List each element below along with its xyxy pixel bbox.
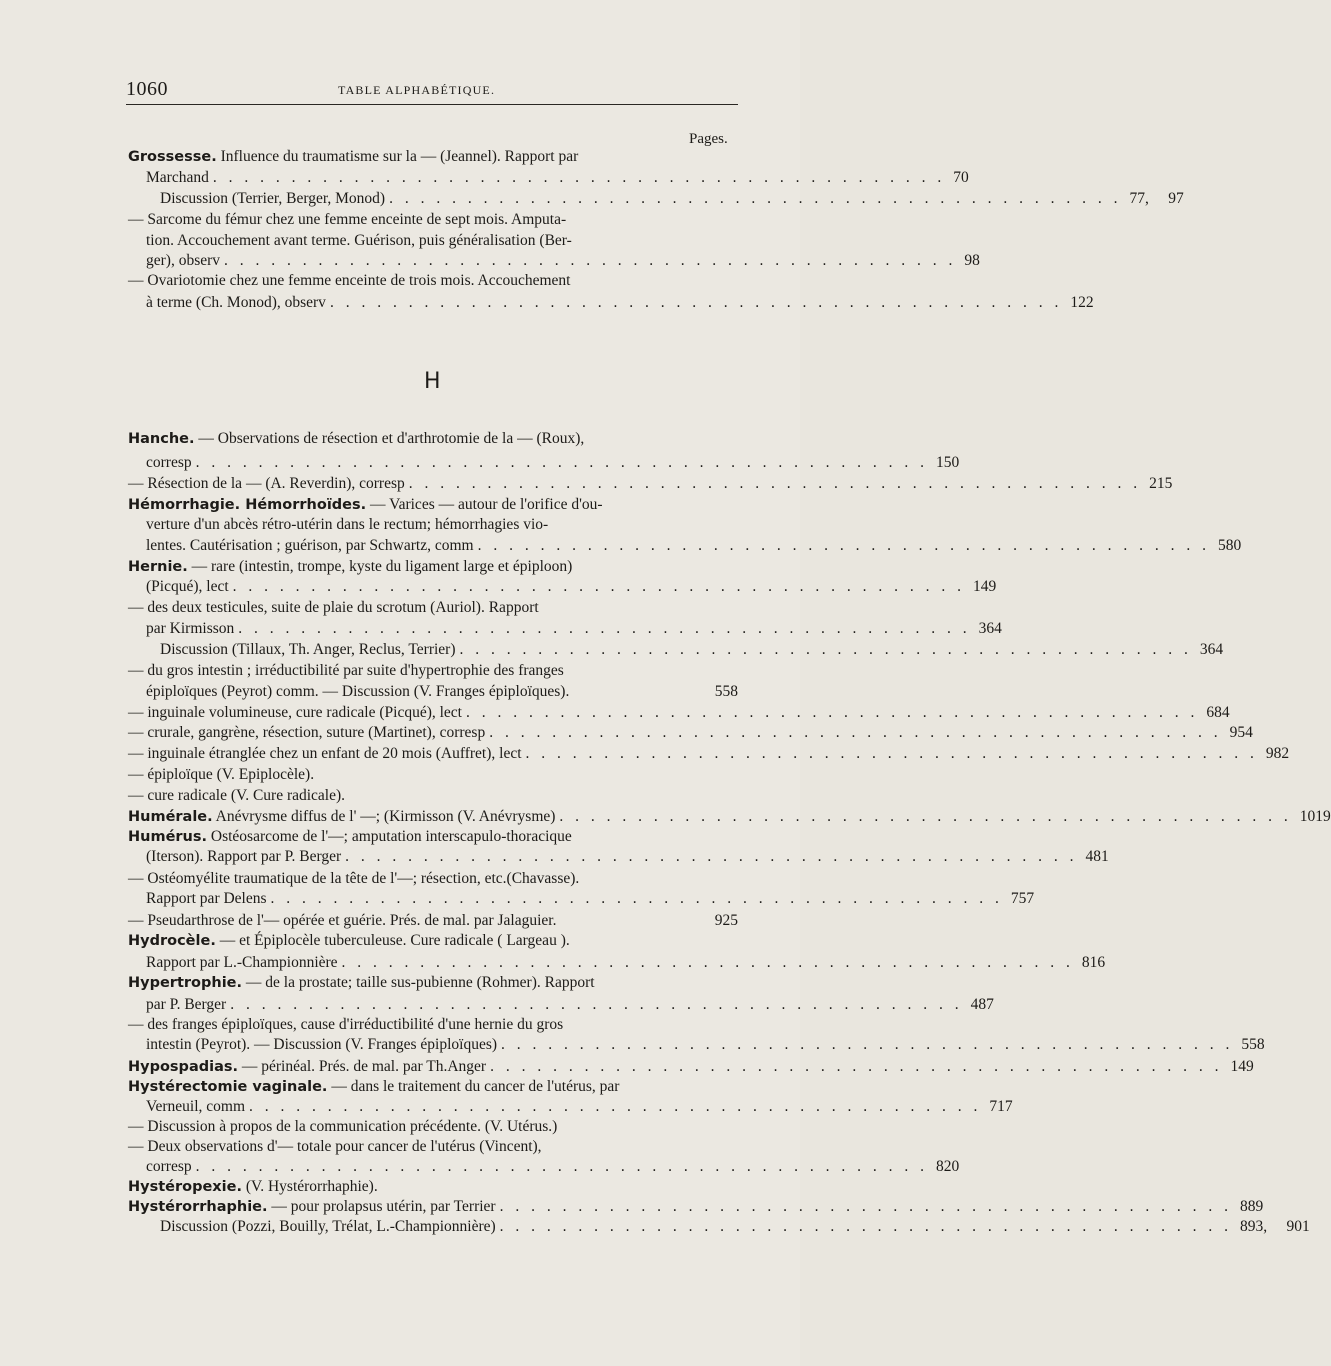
leader-dots: . . . . . . . . . . . . . . . . . . . . . . . . . . . . . . . . . . . . . . . . . . . . . . .	[499, 1198, 1232, 1215]
entry-text	[128, 722, 485, 744]
entry-text	[128, 428, 584, 450]
entry-text	[128, 1136, 542, 1158]
page-reference: 364	[1199, 641, 1224, 658]
page-number: 1060	[126, 78, 168, 100]
index-line	[128, 556, 738, 578]
page-reference	[734, 209, 738, 231]
index-line	[128, 930, 738, 952]
page-reference	[734, 494, 738, 516]
leader-dots: . . . . . . . . . . . . . . . . . . . . . . . . . . . . . . . . . . . . . . . . . . . . . . .	[501, 1036, 1234, 1053]
entry-text	[128, 597, 539, 619]
entry-description: ger), observ	[146, 252, 221, 269]
page-reference: 757	[1010, 890, 1035, 907]
leader-dots: . . . . . . . . . . . . . . . . . . . . . . . . . . . . . . . . . . . . . . . . . . . . . . .	[525, 745, 1258, 762]
entry-description: — Varices — autour de l'orifice d'ou-	[366, 496, 603, 513]
entry-text	[146, 681, 569, 703]
index-line	[128, 473, 1173, 495]
entry-text	[128, 556, 572, 578]
entry-text	[146, 952, 338, 974]
entry-text	[128, 146, 578, 168]
leader-dots: . . . . . . . . . . . . . . . . . . . . . . . . . . . . . . . . . . . . . . . . . . . . . . .	[459, 641, 1192, 658]
leader-dots	[578, 146, 734, 168]
entry-description: — des franges épiploïques, cause d'irréductibilité d'une hernie du gros	[128, 1016, 564, 1033]
leader-dots	[572, 556, 734, 578]
leader-dots: . . . . . . . . . . . . . . . . . . . . . . . . . . . . . . . . . . . . . . . . . . . . . . .	[329, 294, 1063, 311]
entry-description: lentes. Cautérisation ; guérison, par Schwartz, comm	[146, 537, 474, 554]
entry-description: corresp	[146, 1158, 192, 1175]
entry-description: (Iterson). Rapport par P. Berger	[146, 848, 342, 865]
page-reference	[734, 514, 738, 536]
page-reference: 98	[964, 252, 980, 269]
entry-description: Influence du traumatisme sur la — (Jeannel). Rapport par	[216, 148, 579, 165]
entry-text	[146, 576, 229, 598]
page-reference: 982	[1265, 745, 1290, 762]
entry-text	[128, 209, 566, 231]
leader-dots	[570, 270, 734, 292]
leader-dots	[314, 764, 734, 786]
entry-headword: Hystérectomie vaginale.	[128, 1079, 328, 1095]
entry-text	[128, 702, 462, 724]
leader-dots: . . . . . . . . . . . . . . . . . . . . . . . . . . . . . . . . . . . . . . . . . . . . . . .	[224, 252, 957, 269]
entry-text	[128, 1014, 563, 1036]
entry-text	[128, 868, 579, 890]
entry-headword: Humérus.	[128, 829, 208, 845]
index-line	[146, 250, 980, 272]
index-line	[128, 597, 738, 619]
index-line	[146, 452, 960, 474]
leader-dots: . . . . . . . . . . . . . . . . . . . . . . . . . . . . . . . . . . . . . . . . . . . . . . .	[238, 620, 971, 637]
leader-dots: . . . . . . . . . . . . . . . . . . . . . . . . . . . . . . . . . . . . . . . . . . . . . . .	[232, 578, 966, 595]
page-reference	[734, 826, 738, 848]
index-line	[146, 888, 1035, 910]
index-line	[160, 188, 1184, 210]
entry-text	[128, 910, 556, 932]
leader-dots	[542, 1136, 734, 1158]
entry-description: Anévrysme diffus de l' —; (Kirmisson (V. Anévrysme)	[212, 808, 556, 825]
entry-text	[128, 930, 570, 952]
page-reference	[734, 1176, 738, 1198]
index-line	[146, 618, 1002, 640]
entry-description: — Deux observations d'— totale pour cancer de l'utérus (Vincent),	[128, 1138, 542, 1155]
index-line	[146, 994, 994, 1016]
leader-dots	[579, 868, 734, 890]
index-line	[146, 167, 969, 189]
page-reference	[734, 1076, 738, 1098]
index-line	[146, 1156, 960, 1178]
entry-text	[146, 846, 341, 868]
entry-text	[146, 535, 474, 557]
page-reference	[734, 428, 738, 450]
leader-dots	[619, 1076, 734, 1098]
page-reference: 893, 901	[1240, 1218, 1310, 1235]
leader-dots: . . . . . . . . . . . . . . . . . . . . . . . . . . . . . . . . . . . . . . . . . . . . . . .	[408, 475, 1142, 492]
page-reference: 149	[1230, 1058, 1254, 1075]
page-reference	[734, 972, 738, 994]
entry-description: — pour prolapsus utérin, par Terrier	[267, 1198, 496, 1215]
leader-dots: . . . . . . . . . . . . . . . . . . . . . . . . . . . . . . . . . . . . . . . . . . . . . . .	[489, 724, 1222, 741]
page-reference: 820	[936, 1158, 960, 1175]
leader-dots	[345, 785, 734, 807]
entry-text	[160, 639, 456, 661]
entry-description: tion. Accouchement avant terme. Guérison, puis généralisation (Ber-	[146, 232, 572, 249]
index-line	[128, 1196, 1264, 1218]
entry-description: Ostéosarcome de l'—; amputation interscapulo-thoracique	[207, 828, 572, 845]
page-reference: 925	[714, 912, 738, 929]
index-line	[128, 743, 1290, 765]
entry-text	[128, 1176, 378, 1198]
entry-description: Rapport par L.-Championnière	[146, 954, 338, 971]
leader-dots	[548, 514, 734, 536]
index-line	[128, 428, 738, 450]
leader-dots	[584, 428, 734, 450]
page-reference: 481	[1085, 848, 1109, 865]
index-line	[128, 209, 738, 231]
page-reference	[734, 785, 738, 807]
index-line	[146, 681, 738, 703]
entry-headword: Hystérorrhaphie.	[128, 1199, 268, 1215]
page-reference: 215	[1149, 475, 1173, 492]
page-reference: 364	[978, 620, 1002, 637]
index-line	[146, 514, 738, 536]
entry-text	[146, 230, 572, 252]
entry-description: intestin (Peyrot). — Discussion (V. Franges épiploïques)	[146, 1036, 498, 1053]
entry-text	[128, 1056, 486, 1078]
index-line	[128, 764, 738, 786]
entry-text	[160, 1216, 496, 1238]
entry-text	[146, 292, 326, 314]
entry-headword: Hypospadias.	[128, 1059, 238, 1075]
entry-description: — Observations de résection et d'arthrotomie de la — (Roux),	[194, 430, 585, 447]
entry-description: Verneuil, comm	[146, 1098, 246, 1115]
entry-text	[146, 994, 226, 1016]
index-line	[128, 494, 738, 516]
entry-text	[146, 1156, 192, 1178]
entry-text	[128, 826, 572, 848]
index-line	[146, 1034, 1265, 1056]
index-line	[128, 910, 738, 932]
page-reference: 580	[1217, 537, 1242, 554]
index-line	[146, 230, 738, 252]
page-reference: 77, 97	[1129, 190, 1184, 207]
entry-description: à terme (Ch. Monod), observ	[146, 294, 326, 311]
page-reference	[734, 270, 738, 292]
entry-text	[146, 452, 192, 474]
leader-dots	[572, 826, 734, 848]
entry-headword: Hystéropexie.	[128, 1179, 242, 1195]
entry-description: — Pseudarthrose de l'— opérée et guérie. Prés. de mal. par Jalaguier.	[128, 912, 557, 929]
page-reference	[734, 230, 738, 252]
entry-headword: Hydrocèle.	[128, 933, 216, 949]
entry-description: par Kirmisson	[146, 620, 235, 637]
leader-dots	[595, 972, 734, 994]
page-reference: 954	[1229, 724, 1253, 741]
leader-dots: . . . . . . . . . . . . . . . . . . . . . . . . . . . . . . . . . . . . . . . . . . . . . . .	[230, 996, 963, 1013]
page-reference	[734, 764, 738, 786]
page-reference: 889	[1239, 1198, 1264, 1215]
index-line	[128, 868, 738, 890]
entry-text	[146, 514, 548, 536]
leader-dots	[570, 930, 734, 952]
index-line	[128, 826, 738, 848]
entry-text	[128, 972, 595, 994]
index-line	[128, 1056, 1254, 1078]
entry-description: — de la prostate; taille sus-pubienne (Rohmer). Rapport	[242, 974, 595, 991]
index-line	[128, 1014, 738, 1036]
entry-description: Discussion (Tillaux, Th. Anger, Reclus, Terrier)	[160, 641, 456, 658]
page-reference	[734, 1116, 738, 1138]
entry-description: — et Épiplocèle tuberculeuse. Cure radicale ( Largeau ).	[215, 932, 570, 949]
entry-description: — Ostéomyélite traumatique de la tête de l'—; résection, etc.(Chavasse).	[128, 870, 580, 887]
entry-description: épiploïques (Peyrot) comm. — Discussion (V. Franges épiploïques).	[146, 683, 570, 700]
entry-text	[146, 1096, 245, 1118]
page-reference	[734, 556, 738, 578]
leader-dots	[569, 681, 710, 703]
entry-text	[128, 806, 555, 828]
index-line	[160, 639, 1224, 661]
entry-description: — des deux testicules, suite de plaie du scrotum (Auriol). Rapport	[128, 599, 539, 616]
page-reference: 684	[1206, 704, 1230, 721]
page-reference	[734, 146, 738, 168]
entry-text	[128, 1196, 496, 1218]
index-line	[146, 1096, 1013, 1118]
leader-dots	[572, 230, 734, 252]
leader-dots	[557, 1116, 734, 1138]
leader-dots: . . . . . . . . . . . . . . . . . . . . . . . . . . . . . . . . . . . . . . . . . . . . . . .	[212, 169, 946, 186]
index-line	[128, 785, 738, 807]
entry-description: — dans le traitement du cancer de l'utérus, par	[327, 1078, 620, 1095]
page-reference: 122	[1070, 294, 1094, 311]
entry-headword: Hanche.	[128, 431, 195, 447]
entry-description: — inguinale étranglée chez un enfant de 20 mois (Auffret), lect	[128, 745, 522, 762]
entry-headword: Hypertrophie.	[128, 975, 243, 991]
entry-text	[128, 743, 522, 765]
leader-dots: . . . . . . . . . . . . . . . . . . . . . . . . . . . . . . . . . . . . . . . . . . . . . . .	[195, 454, 928, 471]
leader-dots	[566, 209, 734, 231]
entry-headword: Grossesse.	[128, 149, 217, 165]
entry-text	[128, 473, 405, 495]
entry-description: Rapport par Delens	[146, 890, 267, 907]
page-reference: 70	[953, 169, 969, 186]
page-reference	[734, 930, 738, 952]
index-line	[160, 1216, 1310, 1238]
entry-text	[128, 1076, 619, 1098]
entry-text	[128, 764, 314, 786]
index-line	[128, 1176, 738, 1198]
entry-description: — crurale, gangrène, résection, suture (Martinet), corresp	[128, 724, 486, 741]
index-line	[128, 702, 1230, 724]
entry-description: (V. Hystérorrhaphie).	[241, 1178, 378, 1195]
leader-dots: . . . . . . . . . . . . . . . . . . . . . . . . . . . . . . . . . . . . . . . . . . . . . . .	[465, 704, 1199, 721]
leader-dots	[378, 1176, 734, 1198]
entry-description: — inguinale volumineuse, cure radicale (Picqué), lect	[128, 704, 462, 721]
leader-dots	[603, 494, 734, 516]
entry-description: (Picqué), lect	[146, 578, 229, 595]
entry-text	[128, 1116, 557, 1138]
entry-description: — épiploïque (V. Epiplocèle).	[128, 766, 315, 783]
page-reference: 558	[1241, 1036, 1265, 1053]
index-line	[146, 846, 1109, 868]
entry-headword: Hémorrhagie. Hémorrhoïdes.	[128, 497, 367, 513]
page-reference: 149	[973, 578, 997, 595]
index-line	[128, 1076, 738, 1098]
index-line	[146, 576, 997, 598]
page-reference: 816	[1081, 954, 1106, 971]
entry-text	[146, 618, 234, 640]
index-line	[128, 1136, 738, 1158]
page-reference	[734, 660, 738, 682]
page-reference	[734, 868, 738, 890]
leader-dots: . . . . . . . . . . . . . . . . . . . . . . . . . . . . . . . . . . . . . . . . . . . . . . .	[341, 954, 1074, 971]
entry-text	[146, 1034, 497, 1056]
leader-dots: . . . . . . . . . . . . . . . . . . . . . . . . . . . . . . . . . . . . . . . . . . . . . . .	[499, 1218, 1233, 1235]
entry-description: corresp	[146, 454, 192, 471]
leader-dots	[556, 910, 710, 932]
running-title: TABLE ALPHABÉTIQUE.	[338, 83, 496, 97]
entry-headword: Hernie.	[128, 559, 188, 575]
index-line	[128, 270, 738, 292]
entry-description: — rare (intestin, trompe, kyste du ligament large et épiploon)	[187, 558, 573, 575]
entry-text	[146, 250, 220, 272]
entry-description: — du gros intestin ; irréductibilité par suite d'hypertrophie des franges	[128, 662, 564, 679]
entry-text	[128, 270, 570, 292]
pages-column-label: Pages.	[689, 131, 728, 147]
page-reference: 487	[970, 996, 994, 1013]
index-line	[146, 535, 1242, 557]
entry-description: Discussion (Terrier, Berger, Monod)	[160, 190, 386, 207]
entry-description: Marchand	[146, 169, 209, 186]
index-line	[128, 722, 1253, 744]
entry-text	[146, 888, 267, 910]
entry-text	[128, 494, 603, 516]
page-reference: 558	[714, 683, 738, 700]
page-reference	[734, 1136, 738, 1158]
leader-dots: . . . . . . . . . . . . . . . . . . . . . . . . . . . . . . . . . . . . . . . . . . . . . . .	[477, 537, 1210, 554]
index-line	[146, 292, 1094, 314]
entry-description: — cure radicale (V. Cure radicale).	[128, 787, 346, 804]
leader-dots	[539, 597, 734, 619]
entry-description: verture d'un abcès rétro-utérin dans le rectum; hémorrhagies vio-	[146, 516, 549, 533]
page-reference: 150	[936, 454, 960, 471]
entry-text	[128, 660, 564, 682]
page-reference: 717	[989, 1098, 1013, 1115]
leader-dots: . . . . . . . . . . . . . . . . . . . . . . . . . . . . . . . . . . . . . . . . . . . . . . .	[270, 890, 1003, 907]
entry-description: — Sarcome du fémur chez une femme enceinte de sept mois. Amputa-	[128, 211, 567, 228]
leader-dots	[563, 1014, 734, 1036]
leader-dots: . . . . . . . . . . . . . . . . . . . . . . . . . . . . . . . . . . . . . . . . . . . . . . .	[389, 190, 1122, 207]
entry-description: — Ovariotomie chez une femme enceinte de trois mois. Accouchement	[128, 272, 571, 289]
leader-dots: . . . . . . . . . . . . . . . . . . . . . . . . . . . . . . . . . . . . . . . . . . . . . . .	[195, 1158, 928, 1175]
leader-dots	[564, 660, 734, 682]
leader-dots: . . . . . . . . . . . . . . . . . . . . . . . . . . . . . . . . . . . . . . . . . . . . . . .	[559, 808, 1292, 825]
leader-dots: . . . . . . . . . . . . . . . . . . . . . . . . . . . . . . . . . . . . . . . . . . . . . . .	[345, 848, 1078, 865]
section-letter: H	[424, 369, 441, 394]
page-reference	[734, 597, 738, 619]
index-line	[128, 1116, 738, 1138]
index-line	[128, 146, 738, 168]
entry-description: Discussion (Pozzi, Bouilly, Trélat, L.-Championnière)	[160, 1218, 496, 1235]
index-line	[128, 972, 738, 994]
entry-description: — Discussion à propos de la communication précédente. (V. Utérus.)	[128, 1118, 558, 1135]
index-line	[146, 952, 1106, 974]
page-reference	[734, 1014, 738, 1036]
entry-description: par P. Berger	[146, 996, 227, 1013]
entry-text	[146, 167, 209, 189]
entry-description: — Résection de la — (A. Reverdin), corresp	[128, 475, 405, 492]
entry-text	[128, 785, 345, 807]
leader-dots: . . . . . . . . . . . . . . . . . . . . . . . . . . . . . . . . . . . . . . . . . . . . . . .	[490, 1058, 1223, 1075]
index-line	[128, 660, 738, 682]
entry-description: — périnéal. Prés. de mal. par Th.Anger	[238, 1058, 487, 1075]
entry-headword: Humérale.	[128, 809, 213, 825]
index-line	[128, 806, 1331, 828]
page-reference: 1019	[1299, 808, 1331, 825]
entry-text	[160, 188, 385, 210]
leader-dots: . . . . . . . . . . . . . . . . . . . . . . . . . . . . . . . . . . . . . . . . . . . . . . .	[249, 1098, 982, 1115]
